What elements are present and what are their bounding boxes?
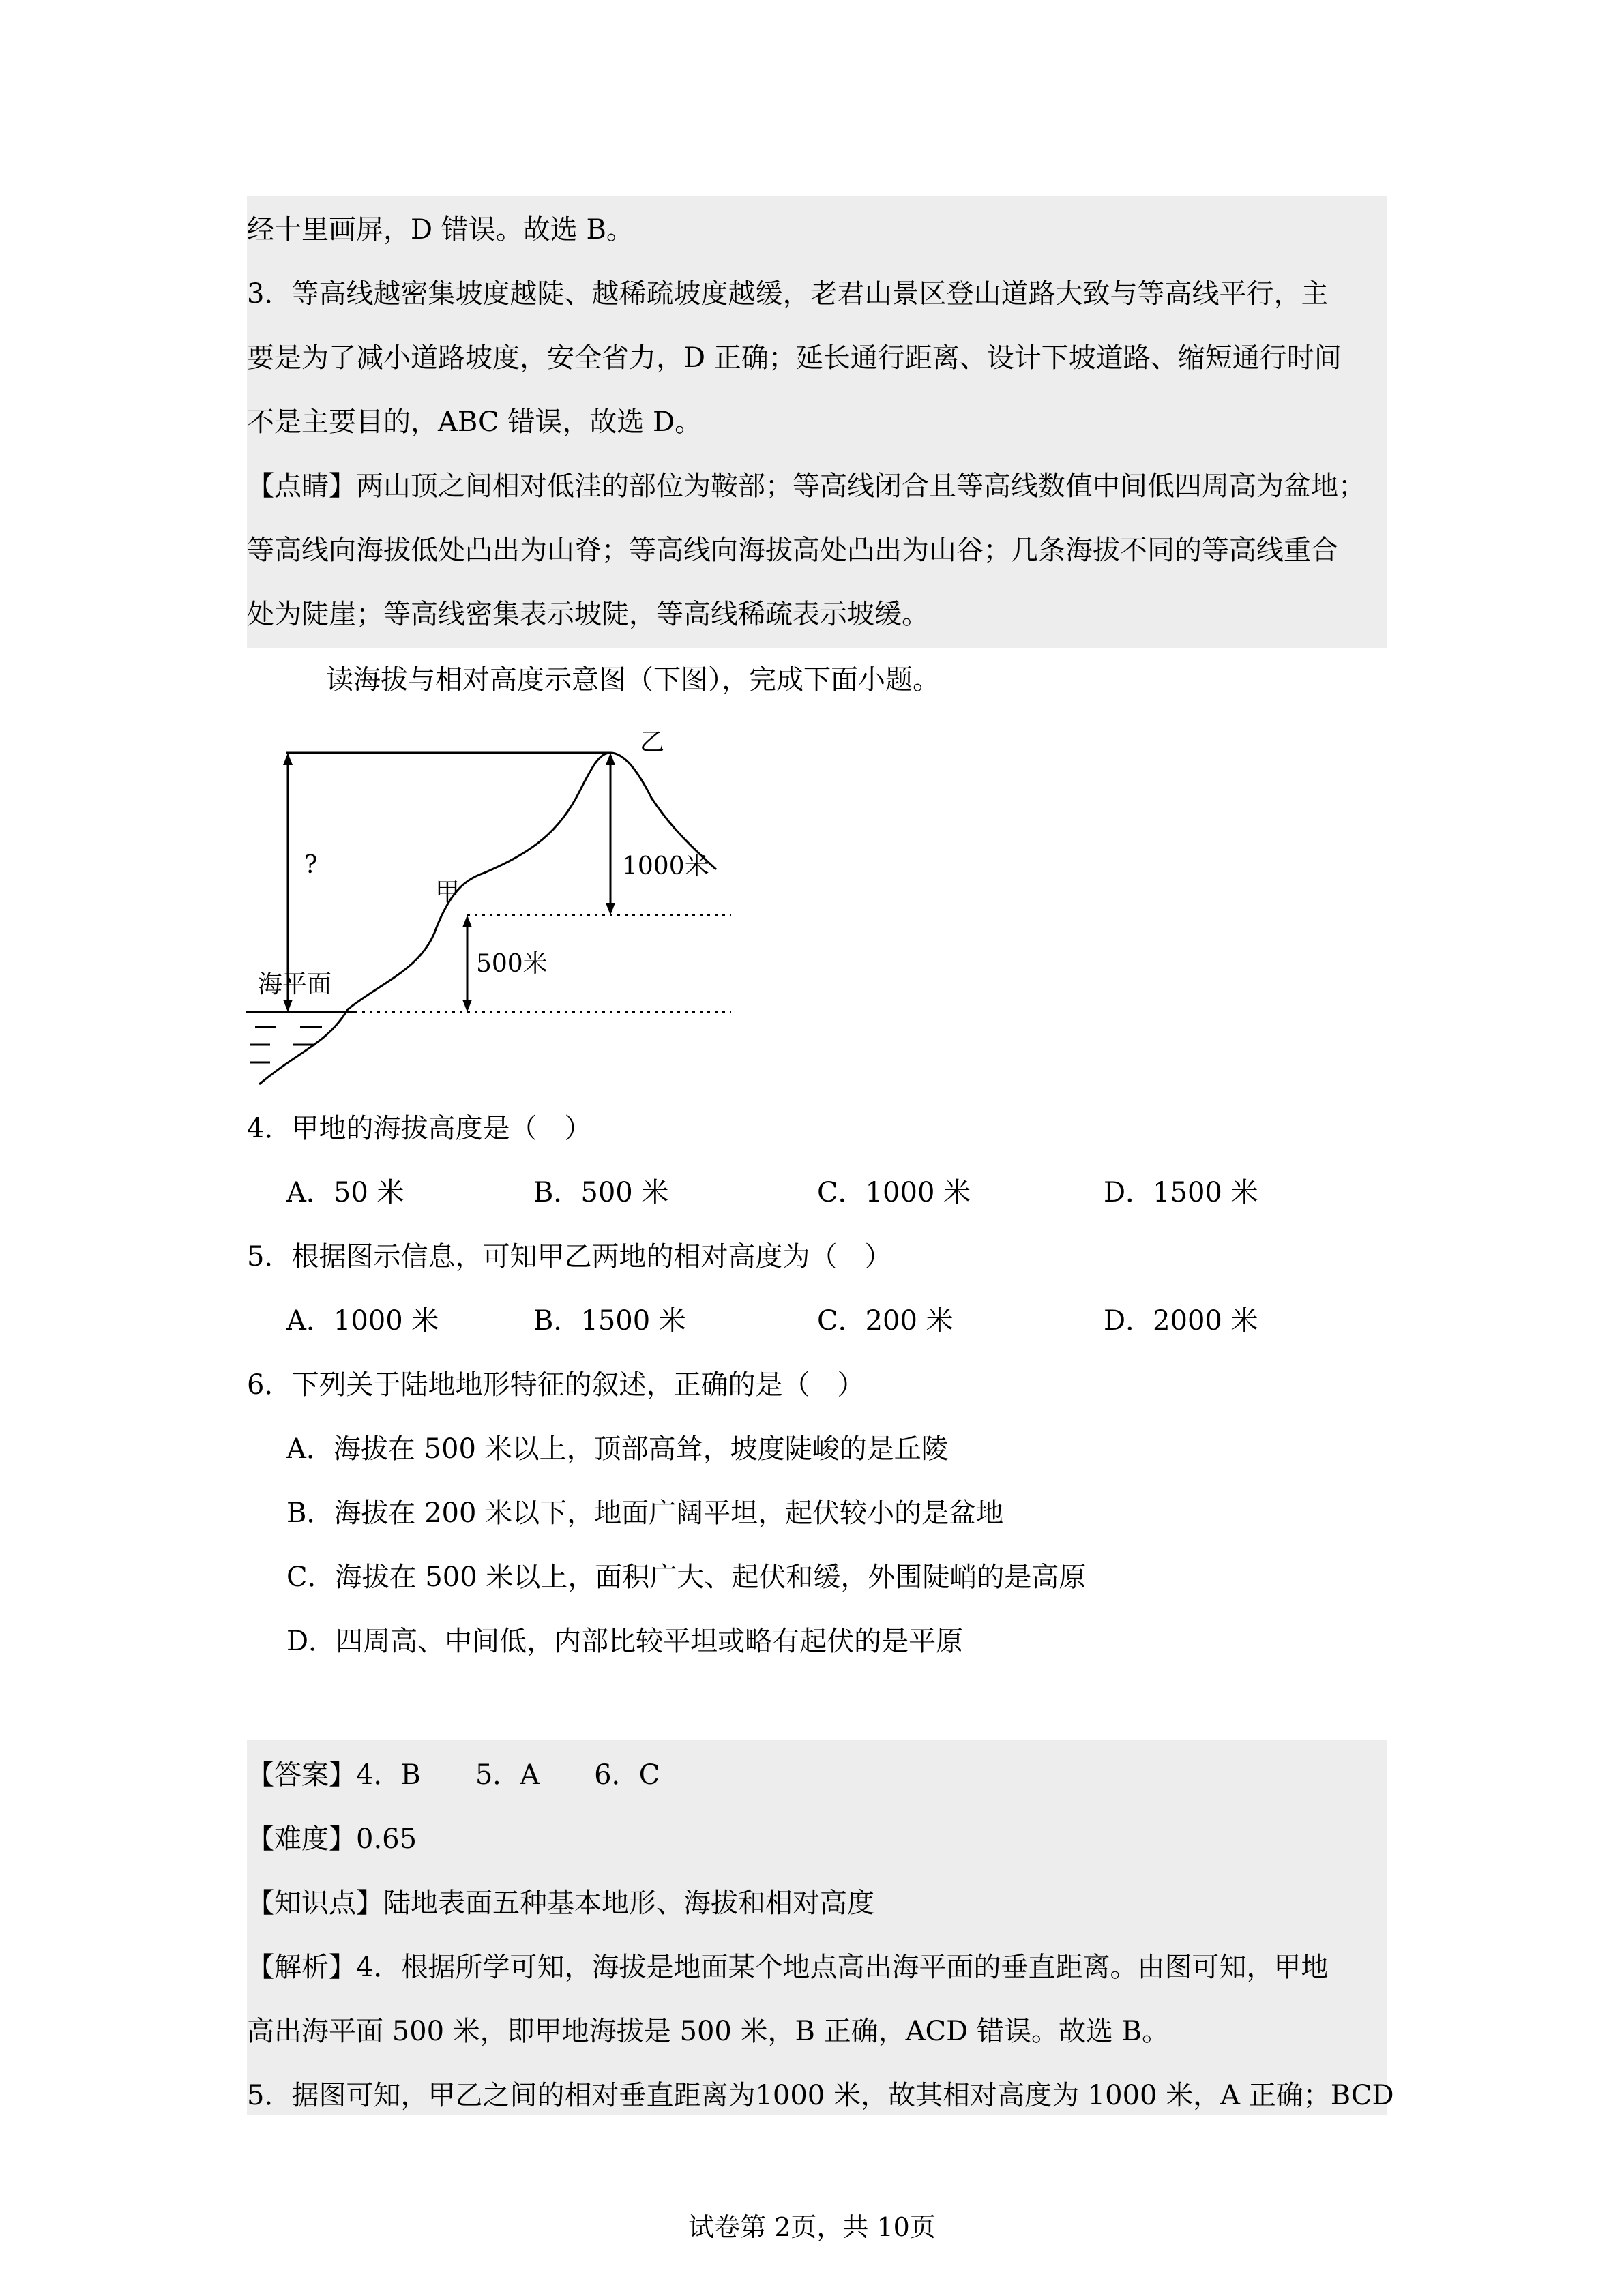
sea-level-label: 海平面 — [258, 970, 332, 998]
q5-option-c: C．200 米 — [817, 1305, 954, 1337]
analysis-line: 【解析】4．根据所学可知，海拔是地面某个地点高出海平面的垂直距离。由图可知，甲地 — [247, 1952, 1329, 1983]
q6-option-c: C．海拔在 500 米以上，面积广大、起伏和缓，外围陡峭的是高原 — [286, 1562, 1087, 1593]
arrow-head-up — [283, 753, 293, 765]
prev-analysis-line: 不是主要目的，ABC 错误，故选 D。 — [247, 406, 703, 438]
q6-option-b: B．海拔在 200 米以下，地面广阔平坦，起伏较小的是盆地 — [286, 1497, 1004, 1529]
dianjing-line: 等高线向海拔低处凸出为山脊；等高线向海拔高处凸出为山谷；几条海拔不同的等高线重合 — [247, 535, 1338, 566]
question-5-stem: 5．根据图示信息，可知甲乙两地的相对高度为（ ） — [247, 1241, 892, 1272]
prev-analysis-line: 3．等高线越密集坡度越陡、越稀疏坡度越缓，老君山景区登山道路大致与等高线平行，主 — [247, 278, 1329, 310]
page-footer: 试卷第 2页，共 10页 — [688, 2212, 936, 2242]
q4-option-a: A．50 米 — [286, 1177, 404, 1208]
q5-option-d: D．2000 米 — [1104, 1305, 1258, 1337]
unknown-altitude-label: ? — [304, 851, 318, 879]
relative-height-label: 1000米 — [622, 852, 709, 880]
q6-option-a: A．海拔在 500 米以上，顶部高耸，坡度陡峻的是丘陵 — [286, 1433, 949, 1465]
figure-intro: 读海拔与相对高度示意图（下图），完成下面小题。 — [326, 664, 940, 696]
altitude-diagram — [246, 723, 737, 1091]
arrow-head-down — [283, 1000, 293, 1012]
answer-line: 【答案】4．B 5．A 6．C — [247, 1759, 660, 1791]
analysis-line: 高出海平面 500 米，即甲地海拔是 500 米，B 正确，ACD 错误。故选 B。 — [247, 2016, 1170, 2047]
jia-altitude-label: 500米 — [476, 950, 548, 978]
q4-option-b: B．500 米 — [533, 1177, 669, 1208]
dianjing-line: 【点睛】两山顶之间相对低洼的部位为鞍部；等高线闭合且等高线数值中间低四周高为盆地； — [247, 471, 1365, 502]
q5-option-a: A．1000 米 — [286, 1305, 439, 1337]
q5-option-b: B．1500 米 — [533, 1305, 686, 1337]
question-4-stem: 4．甲地的海拔高度是（ ） — [247, 1113, 592, 1144]
prev-analysis-line: 经十里画屏，D 错误。故选 B。 — [247, 214, 634, 245]
q4-option-c: C．1000 米 — [817, 1177, 971, 1208]
question-6-stem: 6．下列关于陆地地形特征的叙述，正确的是（ ） — [247, 1369, 865, 1401]
prev-analysis-line: 要是为了减小道路坡度，安全省力，D 正确；延长通行距离、设计下坡道路、缩短通行时间 — [247, 342, 1342, 374]
q6-option-d: D．四周高、中间低，内部比较平坦或略有起伏的是平原 — [286, 1626, 964, 1657]
difficulty-line: 【难度】0.65 — [247, 1823, 417, 1855]
knowledge-line: 【知识点】陆地表面五种基本地形、海拔和相对高度 — [247, 1888, 874, 1919]
analysis-line: 5．据图可知，甲乙之间的相对垂直距离为1000 米，故其相对高度为 1000 米，A 正确；BCD — [247, 2080, 1394, 2111]
q4-option-d: D．1500 米 — [1104, 1177, 1258, 1208]
point-jia-label: 甲 — [435, 878, 460, 906]
terrain-profile — [259, 753, 716, 1084]
peak-yi-label: 乙 — [640, 728, 665, 756]
dianjing-line: 处为陡崖；等高线密集表示坡陡，等高线稀疏表示坡缓。 — [247, 599, 929, 630]
